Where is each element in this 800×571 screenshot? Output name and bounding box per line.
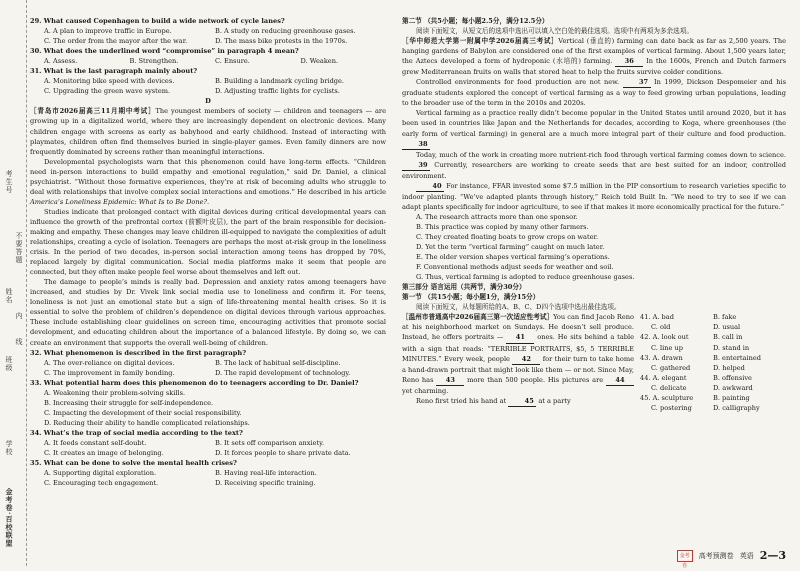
option-33b: B. Increasing their struggle for self-independence. <box>44 398 214 407</box>
options-29 <box>30 26 386 46</box>
blank-39[interactable]: 39 <box>402 160 430 171</box>
option-31d: D. Adjusting traffic lights for cyclists. <box>215 87 340 96</box>
cloze-option-45: 45. A. sculpture B. painting C. postering D. calligraphy <box>640 393 760 412</box>
option-35c: C. Encouraging tech engagement. <box>44 479 159 488</box>
footer-subject: 英语 <box>739 551 754 560</box>
gap-fill-para-2: Controlled environments for food production are not new. 37 In 1999, Dickson Despomeier and his graduate students explored the concept of vertical farming as a way to feed growing urban populations, leading to the broader use of the term in the 2010s and 2020s. <box>402 78 786 108</box>
cloze-source: ［温州市普通高中2026届高三第一次适应性考试］ <box>402 313 554 322</box>
option-32b: B. The lack of habitual self-discipline. <box>215 358 341 367</box>
section-1-title: 第一节 （共15小题；每小题1分，满分15分） <box>402 293 540 302</box>
margin-label-class: 班级 <box>5 356 13 372</box>
question-33: 33. What potential harm does this phenomenon do to teenagers according to Dr. Daniel? <box>30 378 359 387</box>
gap-fill-para-4: Today, much of the work in creating more nutrient-rich food through vertical farming comes down to science. 39 Currently, researchers are working to create seeds that are best suited for an indoor, controlled environment. <box>402 150 786 180</box>
cloze-options <box>640 312 786 412</box>
option-34c: C. It creates an image of belonging. <box>44 449 164 458</box>
blank-45[interactable]: 45 <box>508 396 536 407</box>
options-34 <box>30 438 386 458</box>
option-34a: A. It feeds constant self-doubt. <box>44 438 147 447</box>
option-32d: D. The rapid development of technology. <box>215 368 351 377</box>
option-31b: B. Building a landmark cycling bridge. <box>215 77 345 86</box>
cloze-option-43: 43. A. drawn B. entertained C. gathered D. helped <box>640 353 761 372</box>
passage-d-para-2: Developmental psychologists warn that this phenomenon could have long-term effects. “Children need in-person interactions to build empathy and emotional regulation,” said Dr. Daniel, a clinical psychiatrist. “Without those formative experiences, they’re at risk of becoming adults who struggle to deal with relationships that involve complex social interactions and emotions.” He described in his article America’s Loneliness Epidemic: What Is to Be Done?. <box>30 157 386 206</box>
gap-option-d: D. Yet the term “vertical farming” caught on much later. <box>416 243 605 252</box>
gap-option-f: F. Conventional methods adjust seeds for weather and soil. <box>416 263 614 272</box>
gap-option-e: E. The older version shapes vertical farming’s operations. <box>416 253 610 262</box>
option-35b: B. Having real-life interaction. <box>215 469 317 478</box>
page-footer <box>677 549 786 569</box>
margin-label-name: 姓名 <box>5 288 13 304</box>
option-29b: B. A study on reducing greenhouse gases. <box>215 27 356 36</box>
gap-fill-para-3: Vertical farming as a practice really didn’t become popular in the United States until around 2020, but it has been used in countries like Japan and the Netherlands for decades, according to Koga, where greenhouses (the early form of vertical farming) in general are a much more integral part of their culture and food production. 38 <box>402 108 786 149</box>
gap-option-c: C. They created floating boats to grow crops on water. <box>416 232 599 241</box>
passage-d-para-3: Studies indicate that prolonged contact with digital devices during critical developmental years can influence the growth of the prefrontal cortex (前额叶皮层), the part of the brain responsible for decision-making and empathy. These changes may leave children ill-equipped to navigate the complexities of adult relationships, creating a cycle of isolation. Teenagers are perhaps the most at-risk group in the loneliness crisis. In the period of two decades, in-person social interaction among teens has dropped by 70%, replaced largely by digital communication. Social media platforms make it seem that people are connected, but they often make people feel worse about themselves and left out. <box>30 207 386 277</box>
option-30c: C. Ensure. <box>215 57 250 66</box>
option-31a: A. Monitoring bike speed with devices. <box>44 77 175 86</box>
article-title: America’s Loneliness Epidemic: What Is to Be Done? <box>30 197 208 206</box>
option-32a: A. The over-reliance on digital devices. <box>44 358 175 367</box>
margin-label-no-answer: 不要答题 <box>15 232 23 264</box>
margin-label-exam-number: 考生号 <box>5 170 13 194</box>
section-1-instructions: 阅读下面短文，从每题所给的A、B、C、D四个选项中选出最佳选项。 <box>416 303 621 312</box>
blank-38[interactable]: 38 <box>402 139 430 150</box>
option-30b: B. Strengthen. <box>129 57 179 66</box>
cloze-area <box>402 312 786 412</box>
question-34: 34. What’s the trap of social media according to the text? <box>30 428 243 437</box>
option-33a: A. Weakening their problem-solving skills. <box>44 388 186 397</box>
right-column <box>402 16 786 413</box>
brand-logo: 金考卷 <box>677 550 693 562</box>
blank-42[interactable]: 42 <box>512 354 540 365</box>
gap-option-a: A. The research attracts more than one sponsor. <box>416 212 578 221</box>
option-35d: D. Receiving specific training. <box>215 479 316 488</box>
binding-margin <box>0 0 27 566</box>
options-30 <box>30 56 386 66</box>
blank-41[interactable]: 41 <box>506 332 534 343</box>
margin-label-brand: 金考卷·百校联盟 <box>5 488 14 548</box>
option-29d: D. The mass bike protests in the 1970s. <box>215 37 348 46</box>
gap-fill-para-1: ［华中师范大学第一附属中学2026届高三考试］Vertical (垂直的) farming can date back as far as 2,500 years. The hanging gardens of Babylon are considered one of the first examples of vertical farming. About 1,500 years later, the Aztecs developed a form of hydroponic (水培的) farming. 36 In the 1600s, French and Dutch farmers grew Mediterranean fruits on walls that stored heat to help the fruits survive colder conditions. <box>402 37 787 77</box>
gap-option-g: G. Thus, vertical farming is adopted to reduce greenhouse gases. <box>416 273 635 282</box>
blank-44[interactable]: 44 <box>606 375 634 386</box>
gap-fill-para-5: 40 For instance, FFAR invested some $7.5 million in the PIP consortium to research varieties specific to indoor planting. “We’ve adapted plants through history,” Reich told Built In. “We need to try to see if we can adapt plants specifically for indoor agriculture, to see if that makes it more economically practical for the future.” <box>402 181 786 211</box>
option-33d: D. Reducing their ability to handle complicated relationships. <box>44 418 250 427</box>
options-35 <box>30 468 386 488</box>
option-31c: C. Upgrading the green wave system. <box>44 87 171 96</box>
question-32: 32. What phenomenon is described in the first paragraph? <box>30 348 247 357</box>
option-33c: C. Impacting the development of their social responsibility. <box>44 408 242 417</box>
option-32c: C. The improvement in family bonding. <box>44 368 175 377</box>
option-30d: D. Weaken. <box>300 57 339 66</box>
section-2-instructions: 阅读下面短文，从短文后的选项中选出可以填入空白处的最佳选项。选项中有两项为多余选项。 <box>416 27 693 36</box>
left-column <box>30 16 386 488</box>
blank-37[interactable]: 37 <box>623 77 651 88</box>
passage-d-para-4: The damage to people’s minds is really bad. Depression and anxiety rates among teenagers have increased, and studies by Dr. Vivek link social media use to loneliness and confirm it. For teens, loneliness is not just an emotional state but a sign of life-threatening mental health crises. So it is essential to solve the problem of children’s dependence on digital devices through various approaches. These include establishing clear guidelines on screen time, encouraging activities that promote social development, and educating children about the importance of a balanced lifestyle. By doing so, we can create an environment that supports the overall well-being of children. <box>30 278 386 347</box>
option-34b: B. It sets off comparison anxiety. <box>215 438 325 447</box>
option-30a: A. Assess. <box>44 57 78 66</box>
margin-label-inside: 内 <box>15 312 23 320</box>
section-2-title: 第二节 （共5小题；每小题2.5分，满分12.5分） <box>402 17 549 25</box>
question-29: 29. What caused Copenhagen to build a wide network of cycle lanes? <box>30 17 285 25</box>
page-number: 2—3 <box>759 549 786 562</box>
option-35a: A. Supporting digital exploration. <box>44 469 157 478</box>
passage-d-source: ［青岛市2026届高三11月期中考试］ <box>30 107 156 116</box>
options-33 <box>30 388 386 428</box>
question-30: 30. What does the underlined word “compromise” in paragraph 4 mean? <box>30 47 299 56</box>
question-35: 35. What can be done to solve the mental health crises? <box>30 459 237 468</box>
blank-40[interactable]: 40 <box>416 181 444 192</box>
option-29c: C. The order from the mayor after the war. <box>44 37 188 46</box>
margin-label-line: 线 <box>15 338 23 346</box>
passage-d-para-1: ［青岛市2026届高三11月期中考试］The youngest members of society — children and teenagers — are growing up in a digitalized world, where they are increasingly dependent on electronic devices. Many children engage with screens as early as babyhood and early childhood. Instead of interacting with playmates, children often find themselves buried in single-player games. Even family dinners are now frequently dominated by screens rather than meaningful interactions. <box>30 107 386 156</box>
gap-fill-source: ［华中师范大学第一附属中学2026届高三考试］ <box>402 37 559 46</box>
blank-36[interactable]: 36 <box>615 56 643 67</box>
options-32 <box>30 358 386 378</box>
cloze-option-41: 41. A. bad B. fake C. old D. usual <box>640 313 741 332</box>
gap-fill-options <box>402 212 786 282</box>
gap-option-b: B. This practice was copied by many other farmers. <box>416 222 589 231</box>
passage-d-heading: D <box>205 97 211 106</box>
question-31: 31. What is the last paragraph mainly about? <box>30 67 198 76</box>
part-3-title: 第三部分 语言运用（共两节，满分30分） <box>402 283 526 292</box>
option-29a: A. A plan to improve traffic in Europe. <box>44 27 172 36</box>
cloze-option-42: 42. A. look out B. call in C. line up D. stand in <box>640 333 750 352</box>
blank-43[interactable]: 43 <box>436 375 464 386</box>
footer-series: 高考预测卷 <box>698 551 734 560</box>
options-31 <box>30 76 386 96</box>
cloze-option-44: 44. A. elegant B. offensive C. delicate D. awkward <box>640 373 753 392</box>
option-34d: D. It forces people to share private data. <box>215 449 351 458</box>
margin-label-school: 学校 <box>5 440 13 456</box>
cloze-passage: ［温州市普通高中2026届高三第一次适应性考试］You can find Jacob Reno at his neighborhood market on Sundays. He doesn’t sell produce. Instead, he offers portraits — 41 ones. He sits behind a table with a sign that reads: “TERRIBLE PORTRAITS, $5, 5 TERRIBLE MINUTES.” Every week, people 42 for their turn to take home a hand-drawn portrait that might look like them — or not. Since May, Reno has 43 more than 500 people. His pictures are 44 yet charming. Reno first tried his hand at 45 at a party <box>402 312 634 412</box>
